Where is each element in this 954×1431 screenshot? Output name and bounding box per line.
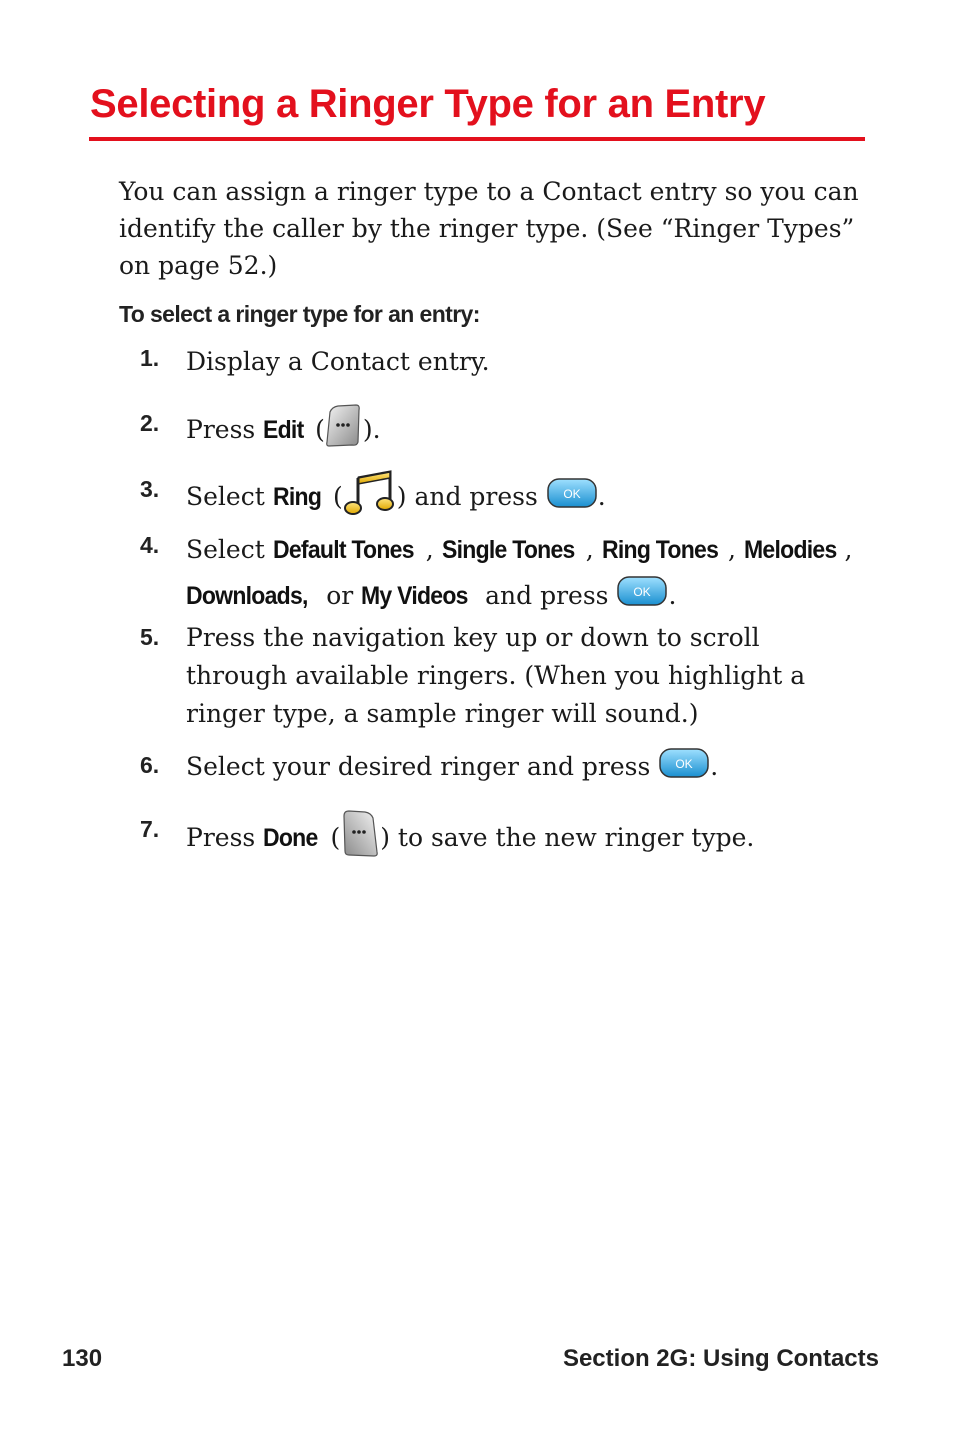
step-text xyxy=(186,810,866,869)
option-my-videos: My Videos xyxy=(361,582,468,610)
option-default-tones: Default Tones xyxy=(272,536,414,564)
music-note-icon xyxy=(344,470,396,527)
right-softkey-icon xyxy=(341,810,379,869)
softkey-label-edit: Edit xyxy=(263,416,304,444)
step-number: 6. xyxy=(140,752,160,778)
step-text-part: Press xyxy=(186,823,264,852)
step-text-part: ( xyxy=(322,823,341,852)
step-text xyxy=(186,404,866,459)
softkey-label-done: Done xyxy=(263,824,318,852)
step-text-part: , xyxy=(727,535,744,564)
step-text-part: , xyxy=(585,535,602,564)
step-number: 3. xyxy=(140,476,160,502)
step-number: 5. xyxy=(140,624,160,650)
step-text-part: ( xyxy=(325,482,343,511)
step-text-part: and press xyxy=(477,581,617,610)
step-text: Press the navigation key up or down to scroll through available ringers. (When you highlight a ringer type, a sample ringer will sound.) xyxy=(186,623,806,728)
step-text xyxy=(186,748,866,789)
intro-paragraph: You can assign a ringer type to a Contact entry so you can identify the caller by the ringer type. (See “Ringer Types” on page 52.) xyxy=(119,177,859,280)
ok-key-icon xyxy=(617,575,667,620)
step-text-part: . xyxy=(597,482,606,511)
page-title: Selecting a Ringer Type for an Entry xyxy=(90,82,766,126)
step-number: 7. xyxy=(140,816,160,842)
step-text-part: ) to save the new ringer type. xyxy=(380,823,755,852)
step-text-part: . xyxy=(710,752,719,781)
section-footer: Section 2G: Using Contacts xyxy=(562,1345,879,1372)
page-number: 130 xyxy=(62,1345,103,1372)
step-text-part: , xyxy=(844,535,853,564)
step-number: 2. xyxy=(140,410,160,436)
ok-key-label: OK xyxy=(675,757,693,771)
ok-key-label: OK xyxy=(633,585,652,599)
step-text-part: Select your desired ringer and press xyxy=(186,752,659,781)
step-text-part: Select xyxy=(186,482,273,511)
step-text-part: Press xyxy=(186,415,264,444)
ok-key-icon xyxy=(547,478,597,519)
left-softkey-icon xyxy=(326,404,362,459)
step-number: 4. xyxy=(140,532,160,558)
option-melodies: Melodies xyxy=(743,536,837,564)
menu-label-ring: Ring xyxy=(272,483,321,511)
ok-key-label: OK xyxy=(563,487,581,501)
step-text: Display a Contact entry. xyxy=(186,347,490,376)
step-text xyxy=(186,527,866,620)
step-text-part: ). xyxy=(362,415,381,444)
step-text xyxy=(186,470,866,527)
ok-key-icon xyxy=(659,748,709,789)
step-text-part: Select xyxy=(186,535,273,564)
step-number: 1. xyxy=(140,345,160,371)
step-text-part: . xyxy=(668,581,677,610)
step-text-part: or xyxy=(318,581,362,610)
step-text-part: ( xyxy=(307,415,325,444)
option-single-tones: Single Tones xyxy=(441,536,575,564)
option-downloads: Downloads, xyxy=(186,582,308,610)
title-underline xyxy=(89,137,865,141)
option-ring-tones: Ring Tones xyxy=(601,536,718,564)
procedure-heading: To select a ringer type for an entry: xyxy=(119,301,480,327)
step-text-part: ) and press xyxy=(396,482,546,511)
step-text-part: , xyxy=(425,535,442,564)
